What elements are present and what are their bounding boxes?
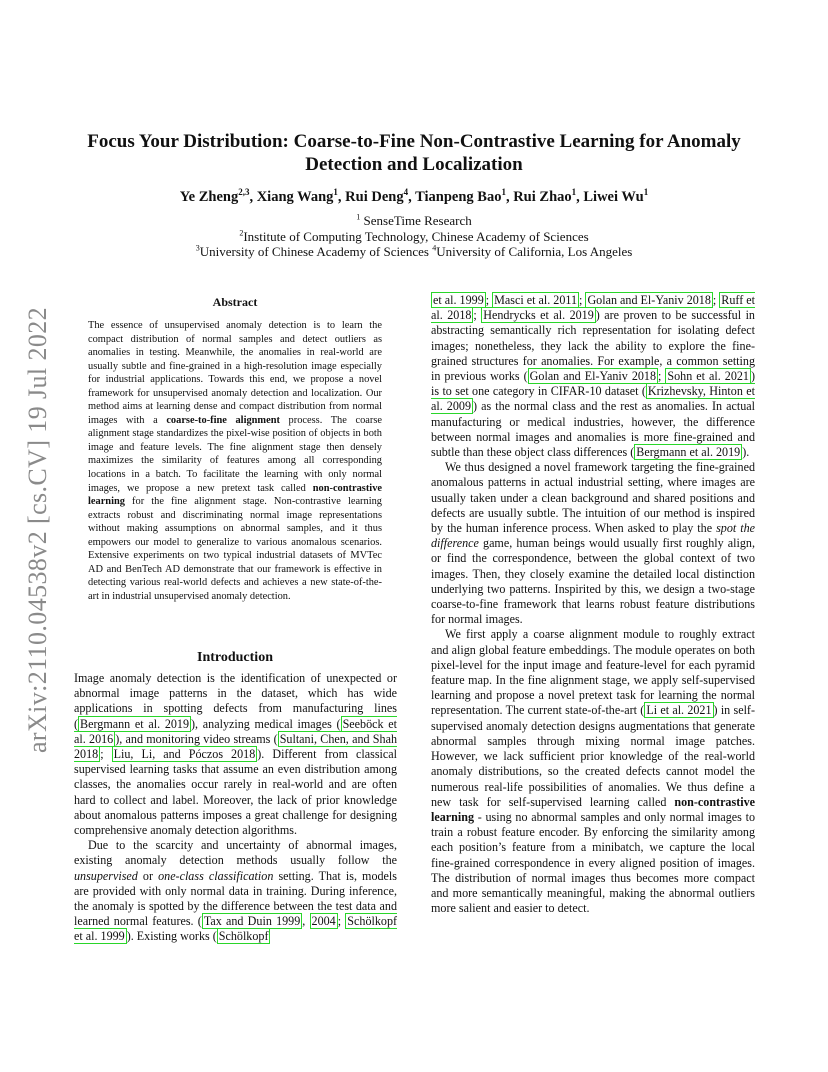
text-run: ) is to set one category in CIFAR-10 dataset ( (431, 369, 755, 399)
text-run: ; (712, 293, 720, 307)
author-name: Xiang Wang (256, 189, 334, 205)
bold-term: non-contrastive learning (88, 482, 382, 508)
author-name: Tianpeng Bao (415, 189, 502, 205)
author-affiliation-mark: 1 (571, 187, 577, 198)
citation-link[interactable]: Sultani, Chen, and Shah 2018 (74, 731, 397, 762)
author-separator: , (576, 189, 584, 205)
body-paragraph (74, 671, 397, 838)
author-affiliation-mark: 1 (333, 187, 338, 198)
abstract-body (88, 319, 382, 603)
arxiv-identifier-stamp[interactable] (18, 290, 58, 770)
text-run: ) as the normal class and the rest as anomalies. In actual manufacturing or medical industries, however, the difference between normal images and anomalies is more fine-grained and subtle than these object class differences ( (431, 399, 755, 460)
affiliation-mark: 4 (432, 243, 437, 253)
text-run: Due to the scarcity and uncertainty of abnormal images, existing anomaly detection methods usually follow the (74, 838, 397, 868)
introduction-heading: Introduction (197, 650, 273, 665)
text-run: ) are proven to be successful in abstracting semantically rich representation for isolating defect images; nonetheless, they lack the ability to explore the fine-grained structures for anomalies. For example, a common setting in previous works ( (431, 308, 755, 384)
italic-term: one-class classification (158, 868, 274, 883)
text-run: We thus designed a novel framework targeting the fine-grained anomalous patterns in actual industrial setting, where images are usually taken under a clean background and shared positions and defects are usually subtle. The intuition of our method is inspired by the human inference process. When asked to play the (431, 460, 755, 536)
citation-link[interactable]: Tax and Duin 1999 (203, 914, 301, 929)
author-affiliation-mark: 1 (643, 187, 649, 198)
author-separator: , (505, 189, 514, 205)
citation-link[interactable]: Liu, Li, and Póczos 2018 (113, 747, 256, 762)
citation-link[interactable]: Bergmann et al. 2019 (636, 445, 741, 460)
affiliation-mark: 2 (239, 228, 244, 238)
author-affiliation-mark: 4 (403, 187, 409, 198)
right-column-body (431, 293, 755, 916)
citation-link[interactable]: Seeböck et al. 2016 (74, 716, 397, 746)
body-paragraph (431, 460, 755, 627)
text-run: ; (658, 369, 666, 384)
text-run: ), analyzing medical images ( (191, 716, 341, 731)
text-run: We first apply a coarse alignment module to roughly extract and align global feature embeddings. The module operates on both pixel-level for the input image and feature-level for each pyramid feature map. In the fine alignment stage, we apply self-supervised learning and propose a novel pretext task for learning the normal representation. The current state-of-the-art ( (431, 627, 755, 718)
abstract-heading: Abstract (212, 295, 258, 309)
citation-link[interactable]: Bergmann et al. 2019 (80, 716, 190, 731)
text-run: for the fine alignment stage. Non-contrastive learning extracts robust and discriminating normal image representations without making assumptions on abnormal samples, and it thus empowers our model to generalize to various anomalous scenarios. Extensive experiments on two typical industrial datasets of MVTec AD and BenTech AD demonstrate that our framework is effective in detecting various real-world defects and achieves a new state-of-the-art in industrial unsupervised anomaly detection. (88, 496, 382, 602)
body-paragraph (431, 293, 755, 460)
citation-link[interactable]: Sohn et al. 2021 (667, 369, 749, 384)
bold-term: coarse-to-fine alignment (166, 414, 280, 426)
citation-link[interactable]: Golan and El-Yaniv 2018 (587, 293, 711, 307)
paper-title: Focus Your Distribution: Coarse-to-Fine Non-Contrastive Learning for Anomaly Detection and Localization (87, 131, 741, 175)
citation-link[interactable]: Masci et al. 2011 (494, 293, 578, 307)
text-run: - using no abnormal samples and only normal images to train a robust feature encoder. By enforcing the similarity among each position’s feature from a minibatch, we capture the local fine-grained correspondence in every aligned position of images. The distribution of normal images thus becomes more compact and more semantically meaningful, making the abnormal outliers more salient and easier to detect. (431, 809, 755, 916)
citation-link[interactable]: Ruff et al. 2018 (431, 293, 756, 323)
affiliation-text: University of California, Los Angeles (436, 244, 633, 259)
citation-link[interactable]: Schölkopf et al. 1999 (74, 914, 398, 944)
text-run: process. The coarse alignment stage standardizes the pixel-wise position of objects in both image and feature levels. The fine alignment stage then densely maximizes the similarity of features among all corresponding locations in a batch. To facilitate the learning with only normal images, we propose a new pretext task called (88, 414, 382, 494)
text-run: ; (485, 293, 493, 307)
text-run: setting. That is, models are provided with only normal data in training. During inference, the anomaly is spotted by the difference between the test data and learned normal features. ( (74, 868, 397, 929)
text-run: ; (579, 293, 586, 307)
arxiv-stamp-text: arXiv:2110.04538v2 [cs.CV] 19 Jul 2022 (23, 306, 52, 754)
text-run: ). Different from classical supervised learning tasks that assume an even distribution among classes, the anomalies occur rarely in real-world and are often hard to collect and label. Moreover, the lack of prior knowledge about anomalous patterns imposes a great challenge for designing comprehensive anomaly detection algorithms. (74, 747, 397, 838)
affiliation-3 (60, 244, 768, 259)
body-paragraph (431, 627, 755, 916)
author-name: Liwei Wu (583, 189, 644, 205)
text-run: The essence of unsupervised anomaly detection is to learn the compact distribution of normal samples and detect outliers as anomalies in testing. Meanwhile, the anomalies in real-world are usually subtle and fine-grained in a high-resolution image especially for industrial applications. Towards this end, we propose a novel framework for unsupervised anomaly detection and localization. Our method aims at learning dense and compact distribution from normal images with a (88, 320, 382, 426)
citation-link[interactable]: Golan and El-Yaniv 2018 (529, 369, 657, 384)
citation-link[interactable]: Schölkopf (218, 929, 269, 944)
affiliation-text: Institute of Computing Technology, Chinese Academy of Sciences (243, 229, 589, 244)
italic-term: spot the difference (431, 521, 755, 551)
text-run: , (302, 914, 310, 929)
text-run: ; (100, 747, 112, 762)
text-run: ). (742, 445, 750, 460)
body-paragraph (74, 838, 397, 944)
author-affiliation-mark: 2,3 (238, 187, 250, 198)
text-run: ) in self-supervised anomaly detection designs augmentations that generate abnormal samples through mixing normal image patches. However, we lack sufficient prior knowledge of the real-world anomaly distributions, so the created defects cannot model the numerous real-life possibilities of anomalies. We thus define a new task for self-supervised learning called (431, 703, 755, 809)
author-separator: , (408, 189, 416, 205)
citation-link[interactable]: Krizhevsky, Hinton et al. 2009 (431, 384, 755, 414)
affiliation-2 (60, 229, 768, 244)
text-run: ), and monitoring video streams ( (115, 731, 278, 746)
bold-term: non-contrastive learning (431, 794, 755, 824)
text-run: ). Existing works ( (126, 929, 217, 944)
author-separator: , (249, 189, 257, 205)
affiliation-text: University of Chinese Academy of Sciences (199, 244, 433, 259)
affiliation-1 (60, 213, 768, 228)
text-run: Image anomaly detection is the identification of unexpected or abnormal image patterns in the dataset, which has wide applications in spotting defects from manufacturing lines ( (74, 671, 397, 731)
text-run: ; (337, 914, 346, 929)
affiliation-text: SenseTime Research (360, 213, 472, 228)
text-run: game, human beings would usually first roughly align, or find the correspondence, between the global context of two images. Then, they closely examine the detailed local distinction underlying two patterns. Inspirited by this, we design a two-stage coarse-to-fine framework that learns robust feature distributions for normal images. (431, 536, 755, 627)
italic-term: unsupervised (74, 868, 138, 883)
citation-link[interactable]: Hendrycks et al. 2019 (483, 308, 594, 323)
author-affiliation-mark: 1 (501, 187, 506, 198)
left-column-body (74, 671, 397, 945)
citation-link[interactable]: Li et al. 2021 (646, 703, 712, 718)
author-list (60, 189, 768, 206)
author-name: Ye Zheng (179, 189, 239, 205)
author-name: Rui Deng (345, 189, 404, 205)
text-run: ; (473, 308, 482, 323)
citation-link[interactable]: 2004 (311, 914, 336, 929)
author-name: Rui Zhao (513, 189, 572, 205)
author-separator: , (337, 189, 346, 205)
affiliation-mark: 3 (195, 243, 200, 253)
text-run: or (137, 868, 159, 883)
citation-link[interactable]: et al. 1999 (433, 293, 484, 307)
affiliation-mark: 1 (356, 212, 361, 222)
